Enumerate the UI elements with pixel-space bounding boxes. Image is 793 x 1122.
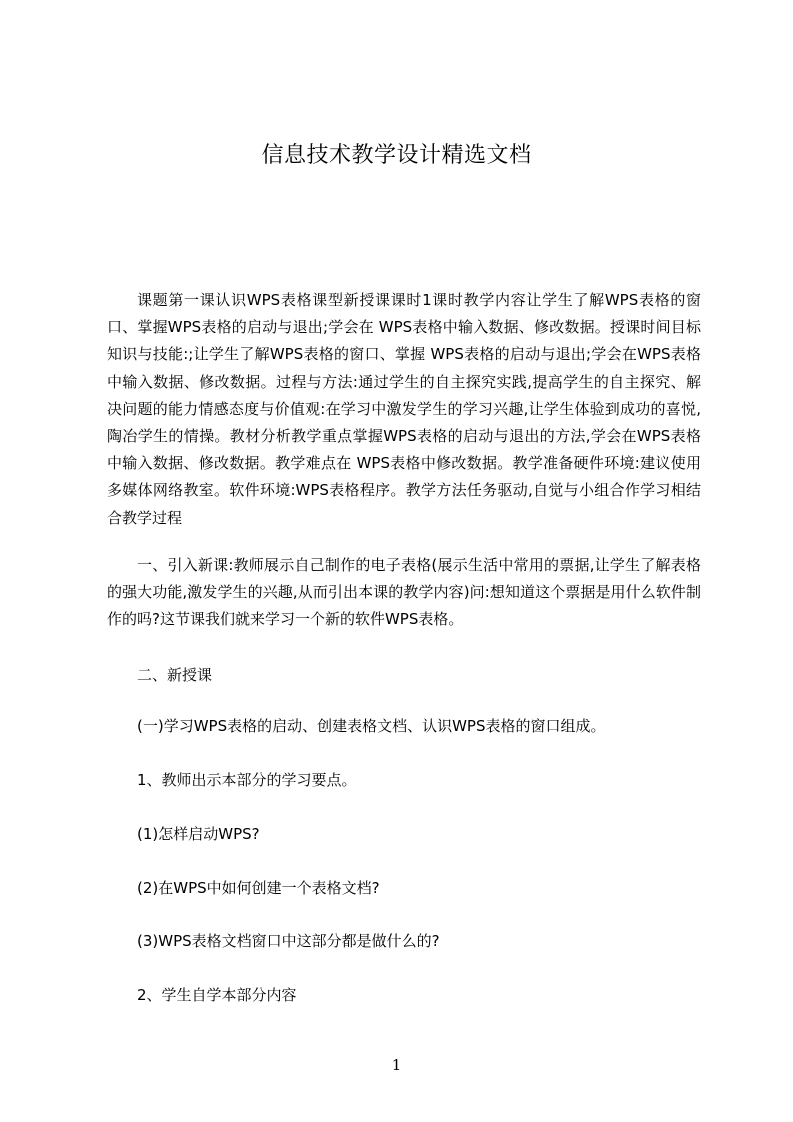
step-2: 2、学生自学本部分内容 <box>137 986 297 1004</box>
section-heading-new-lesson: 二、新授课 <box>137 666 213 684</box>
question-3: (3)WPS表格文档窗口中这部分都是做什么的? <box>137 932 440 950</box>
step-1: 1、教师出示本部分的学习要点。 <box>137 771 357 789</box>
paragraph-introduction: 一、引入新课:教师展示自己制作的电子表格(展示生活中常用的票据,让学生了解表格的强大功能,激发学生的兴趣,从而引出本课的教学内容)问:想知道这个票据是用什么软件制作的吗?这节课我们就来学习一个新的软件WPS表格。 <box>107 556 701 629</box>
subsection-heading: (一)学习WPS表格的启动、创建表格文档、认识WPS表格的窗口组成。 <box>137 717 606 735</box>
question-1: (1)怎样启动WPS? <box>137 825 260 843</box>
paragraph-lesson-overview: 课题第一课认识WPS表格课型新授课课时1课时教学内容让学生了解WPS表格的窗口、掌握WPS表格的启动与退出;学会在 WPS表格中输入数据、修改数据。授课时间目标知识与技能:;让学生了解WPS表格的窗口、掌握 WPS表格的启动与退出;学会在WPS表格中输入数据、修改数据。过程与方法:通过学生的自主探究实践,提高学生的自主探究、解决问题的能力情感态度与价值观:在学习中激发学生的学习兴趣,让学生体验到成功的喜悦,陶冶学生的情操。教材分析教学重点掌握WPS表格的启动与退出的方法,学会在WPS表格中输入数据、修改数据。教学难点在 WPS表格中修改数据。教学准备硬件环境:建议使用多媒体网络教室。软件环境:WPS表格程序。教学方法任务驱动,自觉与小组合作学习相结合教学过程 <box>107 291 701 527</box>
page-number: 1 <box>391 1056 402 1074</box>
question-2: (2)在WPS中如何创建一个表格文档? <box>137 879 380 897</box>
document-title: 信息技术教学设计精选文档 <box>261 143 532 168</box>
